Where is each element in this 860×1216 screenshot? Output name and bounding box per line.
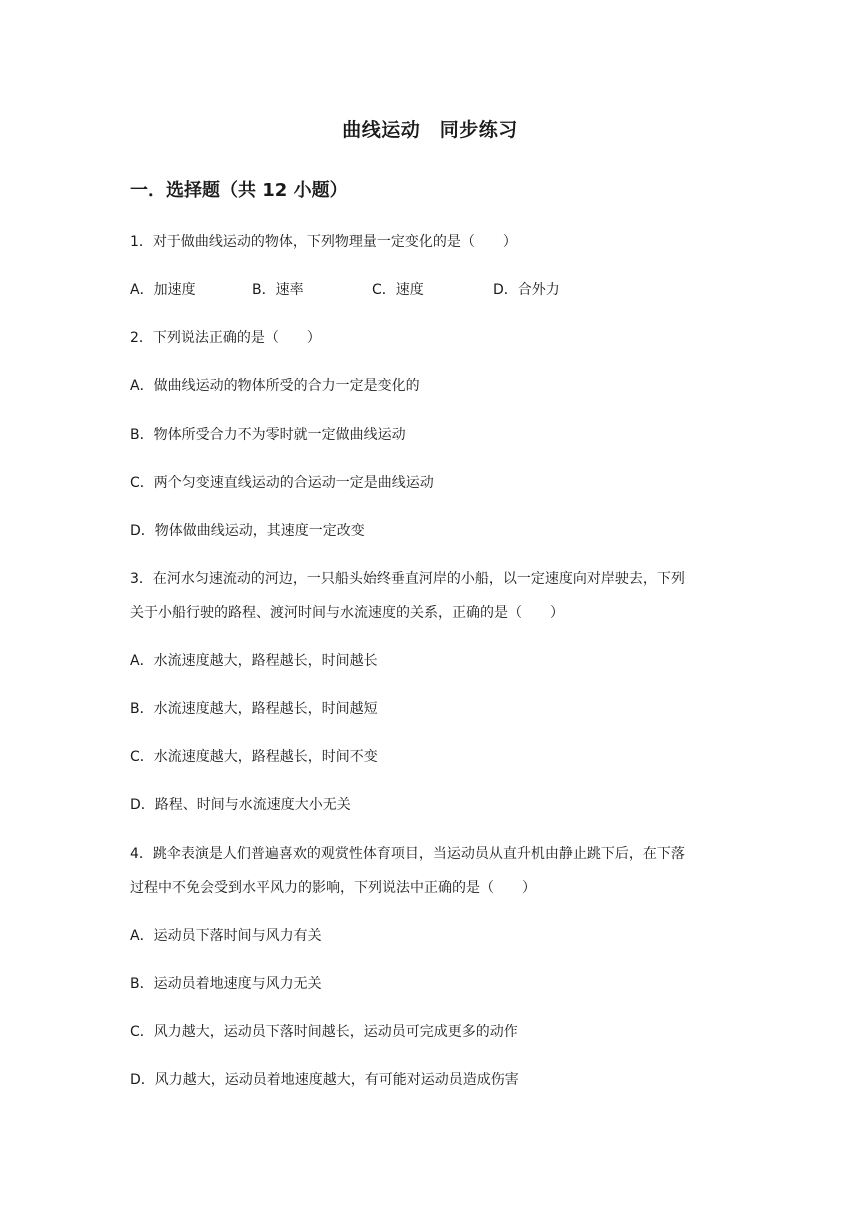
question-3-option-c: C．水流速度越大，路程越长，时间不变: [130, 749, 378, 765]
question-4-stem-line-1: 4．跳伞表演是人们普遍喜欢的观赏性体育项目，当运动员从直升机由静止跳下后，在下落: [130, 846, 685, 862]
question-2-option-b: B．物体所受合力不为零时就一定做曲线运动: [130, 427, 406, 443]
question-3-option-a: A．水流速度越大，路程越长，时间越长: [130, 653, 378, 669]
question-4-option-a: A．运动员下落时间与风力有关: [130, 928, 322, 944]
question-4-stem-line-2: 过程中不免会受到水平风力的影响，下列说法中正确的是（ ）: [130, 880, 536, 896]
question-4-option-c: C．风力越大，运动员下落时间越长，运动员可完成更多的动作: [130, 1024, 518, 1040]
question-2-option-c: C．两个匀变速直线运动的合运动一定是曲线运动: [130, 475, 434, 491]
question-1-option-d: D．合外力: [493, 282, 560, 298]
question-2-option-a: A．做曲线运动的物体所受的合力一定是变化的: [130, 378, 420, 394]
question-1-option-a: A．加速度: [130, 282, 196, 298]
question-4-option-b: B．运动员着地速度与风力无关: [130, 976, 322, 992]
document-title: 曲线运动 同步练习: [342, 119, 518, 141]
section-heading: 一．选择题（共 12 小题）: [130, 180, 348, 201]
question-3-stem-line-2: 关于小船行驶的路程、渡河时间与水流速度的关系，正确的是（ ）: [130, 605, 564, 621]
question-2-stem: 2．下列说法正确的是（ ）: [130, 330, 321, 346]
question-3-stem-line-1: 3．在河水匀速流动的河边，一只船头始终垂直河岸的小船，以一定速度向对岸驶去，下列: [130, 571, 685, 587]
question-3-option-d: D．路程、时间与水流速度大小无关: [130, 797, 351, 813]
question-1-option-c: C．速度: [372, 282, 424, 298]
question-4-option-d: D．风力越大，运动员着地速度越大，有可能对运动员造成伤害: [130, 1072, 519, 1088]
question-1-option-b: B．速率: [252, 282, 304, 298]
question-1-stem: 1．对于做曲线运动的物体，下列物理量一定变化的是（ ）: [130, 234, 517, 250]
question-2-option-d: D．物体做曲线运动，其速度一定改变: [130, 523, 365, 539]
question-3-option-b: B．水流速度越大，路程越长，时间越短: [130, 701, 378, 717]
